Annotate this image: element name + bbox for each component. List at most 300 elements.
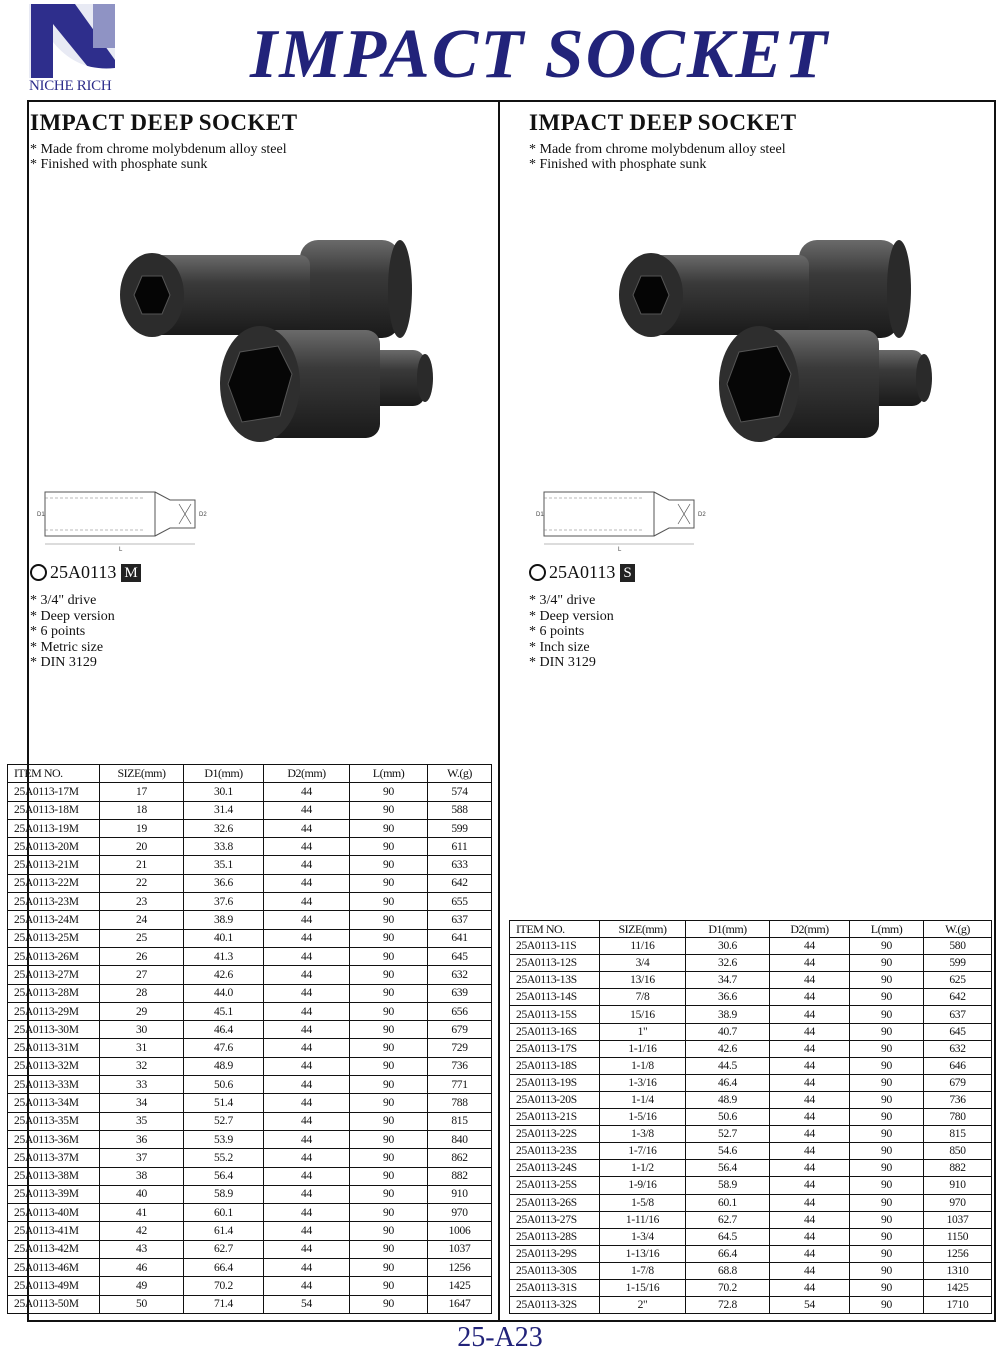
table-cell: 588: [428, 801, 492, 819]
table-cell: 44: [264, 1277, 350, 1295]
table-cell: 25A0113-42M: [8, 1240, 100, 1258]
feature-list: [529, 593, 614, 671]
table-cell: 27: [100, 966, 184, 984]
table-cell: 90: [350, 783, 428, 801]
table-cell: 44: [770, 955, 850, 972]
column-header: D2(mm): [264, 765, 350, 783]
table-cell: 90: [850, 1177, 924, 1194]
table-row: [510, 1262, 992, 1279]
table-cell: 90: [350, 1240, 428, 1258]
drawing-label-d1: D1: [536, 512, 544, 518]
feature-item: * 6 points: [30, 624, 86, 639]
table-cell: 36: [100, 1130, 184, 1148]
table-cell: 25A0113-22S: [510, 1126, 600, 1143]
table-row: [8, 1021, 492, 1039]
table-cell: 44: [264, 1094, 350, 1112]
table-cell: 32.6: [184, 819, 264, 837]
table-cell: 44: [770, 972, 850, 989]
table-cell: 44: [770, 1126, 850, 1143]
note-line: * Made from chrome molybdenum alloy steel: [30, 142, 287, 157]
table-cell: 49: [100, 1277, 184, 1295]
table-cell: 18: [100, 801, 184, 819]
table-cell: 25A0113-50M: [8, 1295, 100, 1313]
table-cell: 1-5/16: [600, 1109, 686, 1126]
table-cell: 42.6: [184, 966, 264, 984]
column-header: W.(g): [924, 921, 992, 938]
table-cell: 56.4: [686, 1160, 770, 1177]
table-cell: 25A0113-37M: [8, 1149, 100, 1167]
table-cell: 43: [100, 1240, 184, 1258]
table-row: [510, 1211, 992, 1228]
table-cell: 44: [770, 1228, 850, 1245]
table-cell: 1-7/8: [600, 1262, 686, 1279]
table-cell: 44: [264, 1076, 350, 1094]
table-cell: 90: [850, 1194, 924, 1211]
table-cell: 1310: [924, 1262, 992, 1279]
table-cell: 1-9/16: [600, 1177, 686, 1194]
table-cell: 90: [350, 838, 428, 856]
table-row: [510, 1126, 992, 1143]
table-cell: 26: [100, 947, 184, 965]
size-badge: M: [121, 564, 140, 582]
table-cell: 30.6: [686, 938, 770, 955]
table-cell: 645: [924, 1023, 992, 1040]
table-cell: 90: [350, 1094, 428, 1112]
table-row: [8, 1076, 492, 1094]
table-cell: 72.8: [686, 1297, 770, 1314]
table-cell: 25A0113-25M: [8, 929, 100, 947]
table-cell: 1647: [428, 1295, 492, 1313]
table-cell: 850: [924, 1143, 992, 1160]
table-cell: 580: [924, 938, 992, 955]
table-cell: 1-13/16: [600, 1245, 686, 1262]
table-header-row: [8, 765, 492, 783]
table-cell: 44: [770, 1245, 850, 1262]
drawing-label-d1: D1: [37, 512, 45, 518]
material-notes: [30, 142, 287, 172]
note-line: * Finished with phosphate sunk: [529, 157, 707, 172]
table-cell: 1037: [428, 1240, 492, 1258]
table-cell: 51.4: [184, 1094, 264, 1112]
table-cell: 25A0113-11S: [510, 938, 600, 955]
table-cell: 25A0113-16S: [510, 1023, 600, 1040]
table-cell: 90: [350, 1112, 428, 1130]
table-row: [8, 984, 492, 1002]
feature-item: * Metric size: [30, 639, 104, 655]
table-cell: 44: [770, 1074, 850, 1091]
table-cell: 25A0113-26M: [8, 947, 100, 965]
table-cell: 25A0113-29M: [8, 1002, 100, 1020]
table-cell: 90: [850, 1023, 924, 1040]
product-code-text: 25A0113: [50, 562, 117, 582]
table-cell: 44: [770, 1211, 850, 1228]
table-cell: 68.8: [686, 1262, 770, 1279]
table-cell: 90: [850, 1211, 924, 1228]
table-row: [8, 1222, 492, 1240]
table-row: [510, 955, 992, 972]
table-cell: 1006: [428, 1222, 492, 1240]
table-cell: 25A0113-13S: [510, 972, 600, 989]
table-cell: 632: [924, 1040, 992, 1057]
table-cell: 44: [770, 1160, 850, 1177]
table-cell: 25: [100, 929, 184, 947]
table-cell: 44: [264, 874, 350, 892]
table-cell: 90: [850, 989, 924, 1006]
table-cell: 70.2: [686, 1279, 770, 1296]
table-cell: 44: [770, 1143, 850, 1160]
table-cell: 20: [100, 838, 184, 856]
table-header-row: [510, 921, 992, 938]
table-cell: 44: [770, 1194, 850, 1211]
logo-mark-icon: [27, 2, 117, 80]
table-cell: 40.1: [184, 929, 264, 947]
table-cell: 15/16: [600, 1006, 686, 1023]
feature-item: * DIN 3129: [30, 655, 97, 670]
table-cell: 1150: [924, 1228, 992, 1245]
table-cell: 31: [100, 1039, 184, 1057]
logo-text: NICHE RICH: [29, 78, 112, 94]
table-cell: 656: [428, 1002, 492, 1020]
table-cell: 44: [770, 1262, 850, 1279]
table-cell: 25A0113-31M: [8, 1039, 100, 1057]
table-cell: 21: [100, 856, 184, 874]
table-cell: 41.3: [184, 947, 264, 965]
table-cell: 44: [264, 929, 350, 947]
table-cell: 90: [850, 1091, 924, 1108]
table-row: [510, 1143, 992, 1160]
table-cell: 25A0113-38M: [8, 1167, 100, 1185]
table-cell: 17: [100, 783, 184, 801]
table-row: [510, 1228, 992, 1245]
table-cell: 36.6: [184, 874, 264, 892]
table-cell: 599: [428, 819, 492, 837]
table-cell: 25A0113-27M: [8, 966, 100, 984]
table-cell: 25A0113-28S: [510, 1228, 600, 1245]
table-cell: 632: [428, 966, 492, 984]
table-cell: 41: [100, 1204, 184, 1222]
note-line: * Made from chrome molybdenum alloy steel: [529, 142, 786, 157]
table-cell: 25A0113-18M: [8, 801, 100, 819]
brand-logo: [27, 2, 117, 94]
table-cell: 64.5: [686, 1228, 770, 1245]
table-row: [510, 938, 992, 955]
column-header: ITEM NO.: [8, 765, 100, 783]
table-cell: 33: [100, 1076, 184, 1094]
page-number: 25-A23: [457, 1322, 543, 1353]
table-cell: 28: [100, 984, 184, 1002]
table-row: [8, 1039, 492, 1057]
table-cell: 679: [428, 1021, 492, 1039]
feature-item: * Deep version: [30, 608, 115, 624]
table-cell: 90: [850, 1228, 924, 1245]
table-cell: 90: [850, 1262, 924, 1279]
table-cell: 25A0113-15S: [510, 1006, 600, 1023]
table-cell: 1256: [924, 1245, 992, 1262]
table-cell: 30.1: [184, 783, 264, 801]
column-divider: [498, 100, 500, 1322]
table-cell: 90: [350, 1277, 428, 1295]
table-cell: 637: [924, 1006, 992, 1023]
table-row: [510, 1057, 992, 1074]
table-row: [8, 1149, 492, 1167]
table-cell: 2": [600, 1297, 686, 1314]
table-row: [8, 911, 492, 929]
table-cell: 736: [924, 1091, 992, 1108]
table-cell: 44: [770, 1091, 850, 1108]
table-row: [8, 874, 492, 892]
table-cell: 44: [264, 1039, 350, 1057]
table-cell: 58.9: [184, 1185, 264, 1203]
table-cell: 882: [924, 1160, 992, 1177]
column-header: SIZE(mm): [600, 921, 686, 938]
table-cell: 639: [428, 984, 492, 1002]
technical-drawing: [534, 482, 714, 552]
table-cell: 71.4: [184, 1295, 264, 1313]
table-cell: 44: [770, 1006, 850, 1023]
table-cell: 13/16: [600, 972, 686, 989]
table-cell: 90: [850, 1279, 924, 1296]
table-cell: 54.6: [686, 1143, 770, 1160]
table-cell: 599: [924, 955, 992, 972]
column-header: L(mm): [850, 921, 924, 938]
table-cell: 1-1/8: [600, 1057, 686, 1074]
table-cell: 25A0113-25S: [510, 1177, 600, 1194]
table-cell: 25A0113-32S: [510, 1297, 600, 1314]
table-cell: 780: [924, 1109, 992, 1126]
table-row: [8, 1057, 492, 1075]
table-row: [510, 1040, 992, 1057]
table-cell: 32.6: [686, 955, 770, 972]
table-cell: 25A0113-17S: [510, 1040, 600, 1057]
table-row: [8, 1002, 492, 1020]
drawing-label-d2: D2: [199, 512, 207, 518]
column-header: W.(g): [428, 765, 492, 783]
table-row: [8, 893, 492, 911]
table-cell: 25A0113-19M: [8, 819, 100, 837]
table-row: [510, 1177, 992, 1194]
table-cell: 90: [850, 1126, 924, 1143]
table-cell: 44: [264, 801, 350, 819]
table-cell: 90: [350, 1295, 428, 1313]
table-cell: 1037: [924, 1211, 992, 1228]
table-cell: 25A0113-24S: [510, 1160, 600, 1177]
feature-item: * 3/4" drive: [30, 593, 97, 608]
socket-photo: [110, 240, 440, 490]
table-cell: 44: [264, 819, 350, 837]
table-row: [8, 783, 492, 801]
product-code: [30, 562, 141, 583]
table-cell: 25A0113-33M: [8, 1076, 100, 1094]
table-cell: 90: [850, 1040, 924, 1057]
table-cell: 90: [350, 1222, 428, 1240]
table-cell: 25A0113-17M: [8, 783, 100, 801]
table-cell: 44: [264, 1057, 350, 1075]
table-cell: 25A0113-35M: [8, 1112, 100, 1130]
table-cell: 44: [264, 1149, 350, 1167]
table-row: [8, 1167, 492, 1185]
table-row: [8, 801, 492, 819]
table-cell: 25A0113-29S: [510, 1245, 600, 1262]
table-cell: 679: [924, 1074, 992, 1091]
table-cell: 44: [264, 1130, 350, 1148]
table-row: [8, 1295, 492, 1313]
table-row: [8, 947, 492, 965]
table-cell: 19: [100, 819, 184, 837]
table-cell: 44: [770, 989, 850, 1006]
table-cell: 90: [350, 911, 428, 929]
table-cell: 24: [100, 911, 184, 929]
table-cell: 641: [428, 929, 492, 947]
table-cell: 46.4: [184, 1021, 264, 1039]
table-cell: 729: [428, 1039, 492, 1057]
table-row: [510, 1109, 992, 1126]
table-cell: 25A0113-23M: [8, 893, 100, 911]
drawing-label-l: L: [119, 547, 123, 552]
table-cell: 90: [850, 955, 924, 972]
size-badge: S: [620, 564, 634, 582]
table-cell: 52.7: [686, 1126, 770, 1143]
table-cell: 25A0113-12S: [510, 955, 600, 972]
table-cell: 45.1: [184, 1002, 264, 1020]
table-cell: 90: [350, 966, 428, 984]
table-row: [510, 1297, 992, 1314]
table-cell: 1-1/2: [600, 1160, 686, 1177]
table-cell: 44: [770, 1040, 850, 1057]
table-cell: 90: [850, 1245, 924, 1262]
table-row: [510, 989, 992, 1006]
table-cell: 90: [350, 874, 428, 892]
table-cell: 38: [100, 1167, 184, 1185]
table-row: [8, 966, 492, 984]
table-cell: 25A0113-19S: [510, 1074, 600, 1091]
feature-item: * Inch size: [529, 639, 590, 655]
table-row: [8, 856, 492, 874]
table-cell: 36.6: [686, 989, 770, 1006]
table-cell: 44: [264, 856, 350, 874]
table-cell: 50: [100, 1295, 184, 1313]
table-cell: 25A0113-26S: [510, 1194, 600, 1211]
table-cell: 29: [100, 1002, 184, 1020]
table-cell: 60.1: [686, 1194, 770, 1211]
table-cell: 25A0113-30S: [510, 1262, 600, 1279]
table-cell: 90: [850, 1074, 924, 1091]
table-cell: 54: [770, 1297, 850, 1314]
table-cell: 44: [264, 1240, 350, 1258]
table-row: [510, 1279, 992, 1296]
table-cell: 25A0113-41M: [8, 1222, 100, 1240]
table-cell: 50.6: [184, 1076, 264, 1094]
table-cell: 90: [850, 1006, 924, 1023]
table-cell: 34: [100, 1094, 184, 1112]
table-cell: 90: [350, 1039, 428, 1057]
table-cell: 56.4: [184, 1167, 264, 1185]
table-row: [8, 1240, 492, 1258]
note-line: * Finished with phosphate sunk: [30, 157, 208, 172]
table-cell: 574: [428, 783, 492, 801]
table-cell: 637: [428, 911, 492, 929]
table-cell: 55.2: [184, 1149, 264, 1167]
table-cell: 7/8: [600, 989, 686, 1006]
table-cell: 90: [350, 1149, 428, 1167]
table-cell: 32: [100, 1057, 184, 1075]
table-cell: 66.4: [686, 1245, 770, 1262]
section-heading: IMPACT DEEP SOCKET: [529, 110, 797, 135]
table-cell: 44: [264, 838, 350, 856]
table-cell: 25A0113-34M: [8, 1094, 100, 1112]
table-cell: 44: [770, 1057, 850, 1074]
feature-item: * 3/4" drive: [529, 593, 596, 608]
table-cell: 815: [924, 1126, 992, 1143]
table-cell: 1710: [924, 1297, 992, 1314]
table-cell: 30: [100, 1021, 184, 1039]
table-cell: 25A0113-32M: [8, 1057, 100, 1075]
table-cell: 3/4: [600, 955, 686, 972]
table-cell: 25A0113-20M: [8, 838, 100, 856]
column-header: D1(mm): [184, 765, 264, 783]
table-cell: 910: [924, 1177, 992, 1194]
table-body: [510, 938, 992, 1314]
table-cell: 44: [770, 938, 850, 955]
table-cell: 40: [100, 1185, 184, 1203]
table-cell: 44: [264, 893, 350, 911]
table-cell: 22: [100, 874, 184, 892]
drawing-label-l: L: [618, 547, 622, 552]
table-cell: 25A0113-31S: [510, 1279, 600, 1296]
table-cell: 44: [264, 1167, 350, 1185]
table-cell: 90: [350, 1167, 428, 1185]
table-cell: 25A0113-21S: [510, 1109, 600, 1126]
table-row: [8, 1185, 492, 1203]
table-cell: 736: [428, 1057, 492, 1075]
page-title: IMPACT SOCKET: [250, 16, 829, 93]
table-cell: 54: [264, 1295, 350, 1313]
table-cell: 25A0113-22M: [8, 874, 100, 892]
table-cell: 1-15/16: [600, 1279, 686, 1296]
table-cell: 44: [264, 1021, 350, 1039]
table-cell: 42.6: [686, 1040, 770, 1057]
table-cell: 90: [850, 1057, 924, 1074]
table-cell: 90: [350, 984, 428, 1002]
table-cell: 1": [600, 1023, 686, 1040]
table-cell: 788: [428, 1094, 492, 1112]
technical-drawing: [35, 482, 215, 552]
feature-item: * Deep version: [529, 608, 614, 624]
column-header: L(mm): [350, 765, 428, 783]
table-cell: 35: [100, 1112, 184, 1130]
table-cell: 882: [428, 1167, 492, 1185]
table-cell: 44: [264, 783, 350, 801]
table-cell: 90: [350, 929, 428, 947]
table-cell: 40.7: [686, 1023, 770, 1040]
table-cell: 44: [264, 966, 350, 984]
table-cell: 771: [428, 1076, 492, 1094]
table-cell: 1-1/16: [600, 1040, 686, 1057]
table-cell: 970: [924, 1194, 992, 1211]
feature-list: [30, 593, 115, 671]
table-cell: 90: [850, 1109, 924, 1126]
table-cell: 44: [264, 1002, 350, 1020]
table-cell: 34.7: [686, 972, 770, 989]
table-cell: 46: [100, 1259, 184, 1277]
table-cell: 48.9: [686, 1091, 770, 1108]
table-cell: 44.5: [686, 1057, 770, 1074]
table-cell: 90: [350, 1076, 428, 1094]
table-cell: 25A0113-20S: [510, 1091, 600, 1108]
table-cell: 33.8: [184, 838, 264, 856]
column-header: D2(mm): [770, 921, 850, 938]
table-row: [510, 1160, 992, 1177]
table-cell: 44: [770, 1279, 850, 1296]
